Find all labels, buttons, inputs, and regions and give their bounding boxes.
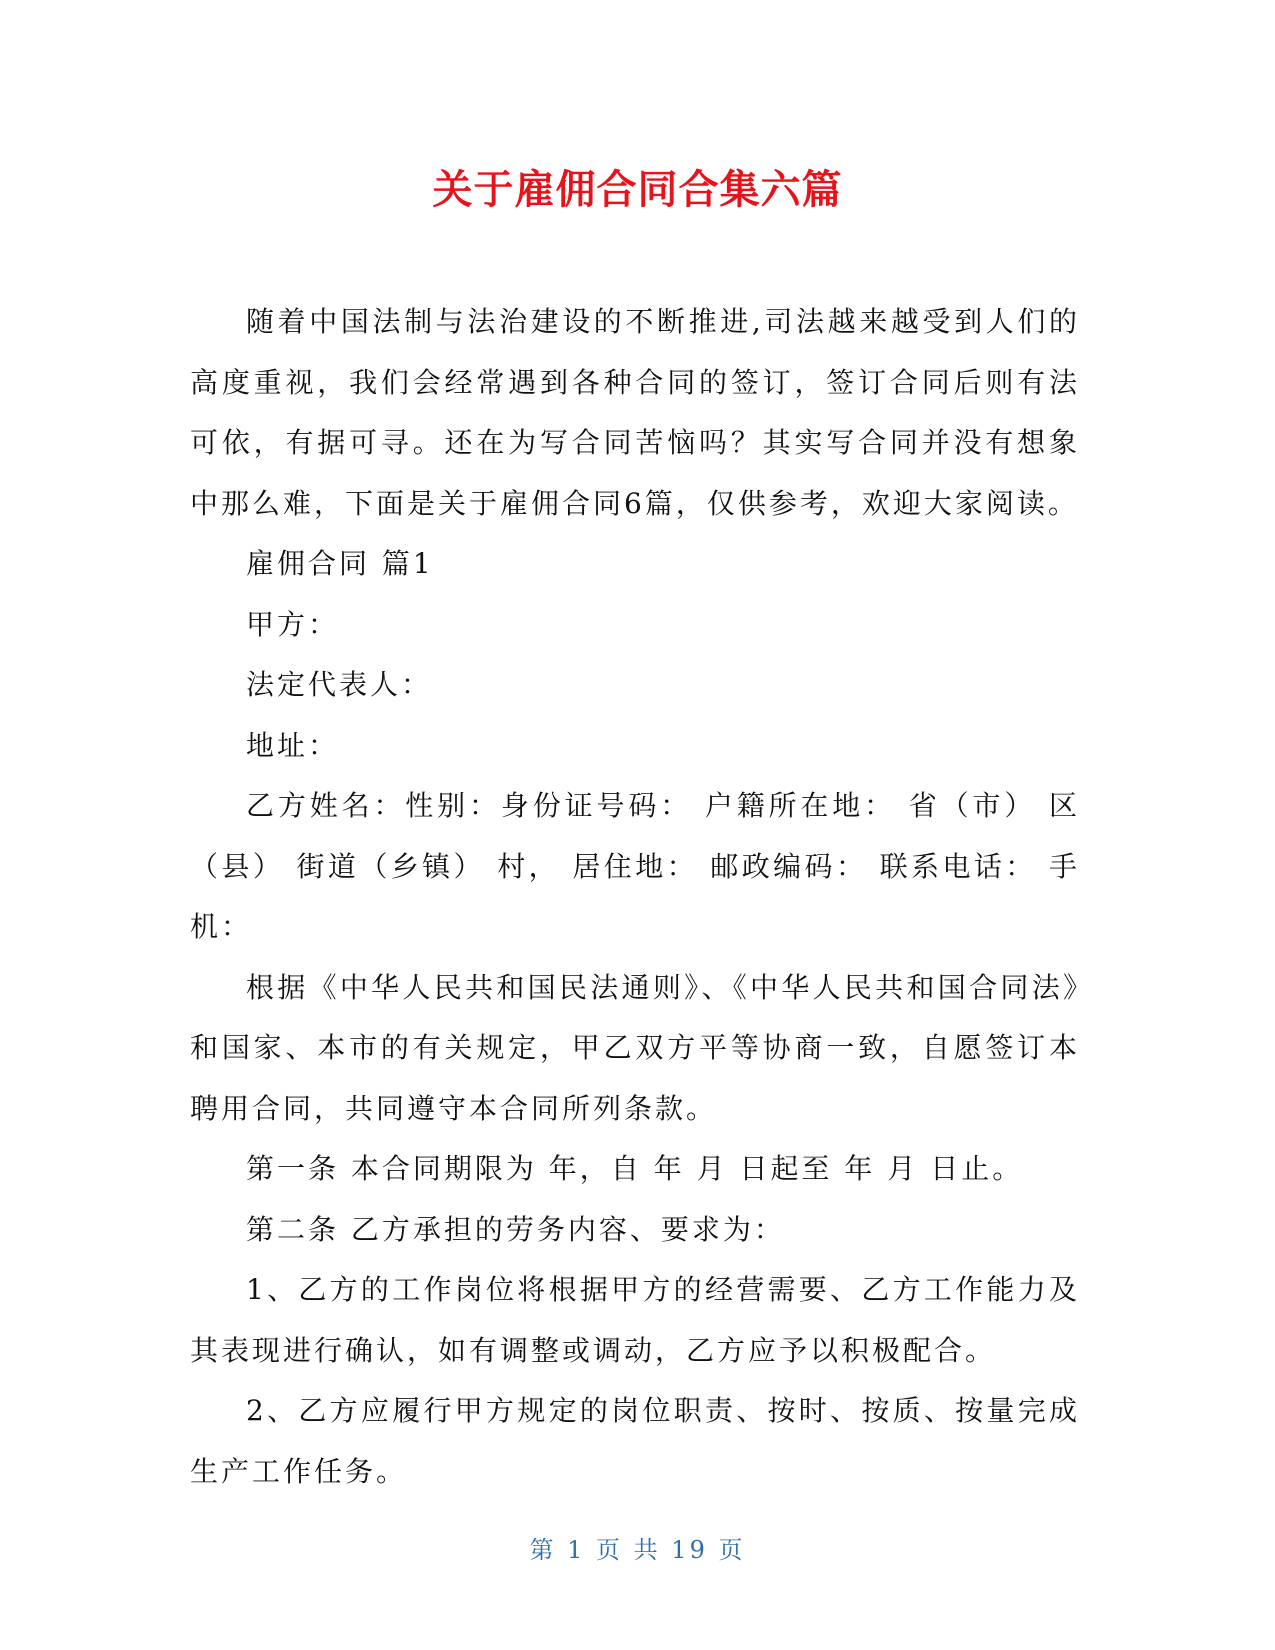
party-a-line: 甲方：	[246, 607, 340, 641]
article-1-paragraph: 第一条 本合同期限为 年，自 年 月 日起至 年 月 日止。	[246, 1152, 1024, 1185]
clause-2-paragraph: 2、乙方应履行甲方规定的岗位职责、按时、按质、按量完成生产工作任务。	[190, 1394, 1080, 1488]
article-2-paragraph: 第二条 乙方承担的劳务内容、要求为：	[246, 1212, 785, 1246]
legal-basis-paragraph: 根据《中华人民共和国民法通则》、《中华人民共和国合同法》和国家、本市的有关规定，甲乙双方平等协商一致，自愿签订本聘用合同，共同遵守本合同所列条款。	[190, 970, 1080, 1125]
section-heading: 雇佣合同 篇1	[246, 547, 434, 580]
legal-representative-line: 法定代表人：	[246, 668, 433, 701]
address-line: 地址：	[246, 728, 340, 762]
document-body	[190, 292, 1080, 1502]
page-number-footer: 第 1 页 共 19 页	[529, 1536, 746, 1564]
clause-1-paragraph: 1、乙方的工作岗位将根据甲方的经营需要、乙方工作能力及其表现进行确认，如有调整或调动，乙方应予以积极配合。	[190, 1273, 1080, 1367]
document-title: 关于雇佣合同合集六篇	[432, 167, 843, 213]
party-b-info-paragraph: 乙方姓名：性别：身份证号码： 户籍所在地： 省（市） 区（县） 街道（乡镇） 村， 居住地： 邮政编码： 联系电话： 手机：	[190, 789, 1080, 943]
intro-paragraph: 随着中国法制与法治建设的不断推进,司法越来越受到人们的高度重视，我们会经常遇到各种合同的签订，签订合同后则有法可依，有据可寻。还在为写合同苦恼吗？其实写合同并没有想象中那么难，下面是关于雇佣合同6篇，仅供参考，欢迎大家阅读。	[190, 305, 1080, 520]
